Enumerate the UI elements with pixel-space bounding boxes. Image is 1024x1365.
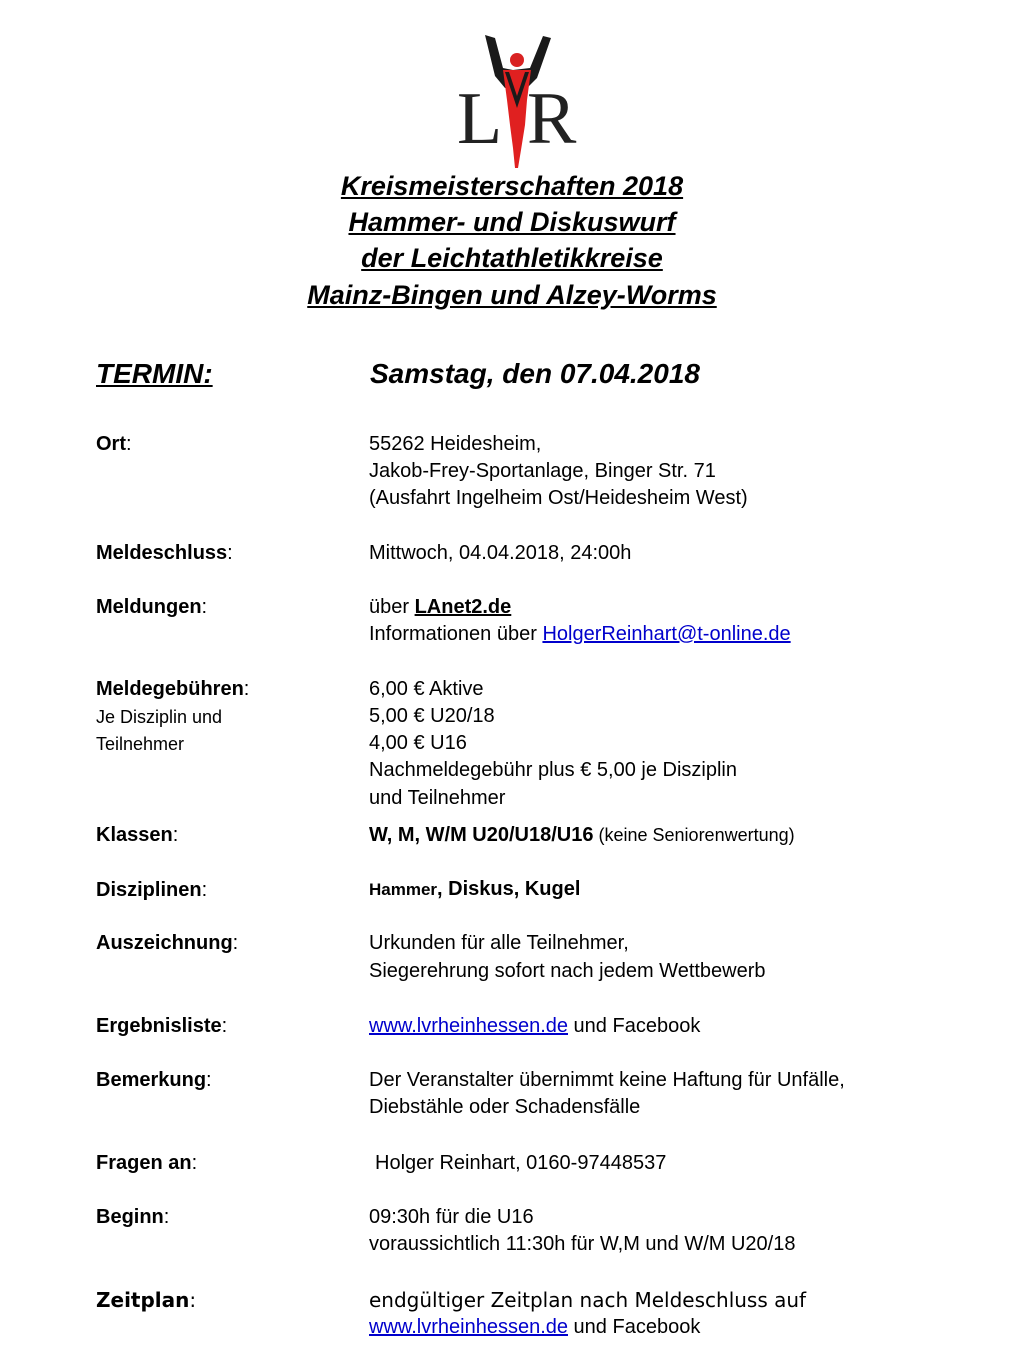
beginn-label: Beginn: bbox=[96, 1206, 170, 1228]
auszeichnung-label: Auszeichnung: bbox=[96, 932, 239, 954]
fee-line-1: 6,00 € Aktive bbox=[369, 678, 484, 700]
meldegebuehren-label: Meldegebühren: bbox=[96, 678, 250, 700]
meldungen-line-2: Informationen über HolgerReinhart@t-online.de bbox=[369, 623, 791, 645]
meldeschluss-value: Mittwoch, 04.04.2018, 24:00h bbox=[369, 542, 632, 564]
logo-letter-r: R bbox=[527, 78, 577, 160]
ort-line-3: (Ausfahrt Ingelheim Ost/Heidesheim West) bbox=[369, 487, 748, 509]
klassen-value: W, M, W/M U20/U18/U16 (keine Seniorenwertung) bbox=[369, 824, 795, 846]
zeitplan-line-1: endgültiger Zeitplan nach Meldeschluss auf bbox=[369, 1288, 807, 1312]
ergebnisliste-label: Ergebnisliste: bbox=[96, 1015, 228, 1037]
meldeschluss-label: Meldeschluss: bbox=[96, 542, 233, 564]
bemerkung-line-2: Diebstähle oder Schadensfälle bbox=[369, 1096, 641, 1118]
lanet-link[interactable]: LAnet2.de bbox=[414, 596, 512, 618]
beginn-line-1: 09:30h für die U16 bbox=[369, 1206, 534, 1228]
title-line-1: Kreismeisterschaften 2018 bbox=[340, 171, 684, 201]
meldegebuehren-sublabel-1: Je Disziplin und bbox=[96, 707, 223, 727]
meldegebuehren-sublabel-2: Teilnehmer bbox=[96, 734, 185, 754]
email-link[interactable]: HolgerReinhart@t-online.de bbox=[542, 623, 791, 645]
zeitplan-line-2: www.lvrheinhessen.de und Facebook bbox=[369, 1316, 701, 1338]
fragen-label: Fragen an: bbox=[96, 1152, 198, 1174]
lvr-website-link-2[interactable]: www.lvrheinhessen.de bbox=[369, 1316, 568, 1338]
fee-line-5: und Teilnehmer bbox=[369, 787, 506, 809]
auszeichnung-line-1: Urkunden für alle Teilnehmer, bbox=[369, 932, 629, 954]
lvr-logo bbox=[455, 30, 580, 175]
disziplinen-value: Hammer, Diskus, Kugel bbox=[369, 878, 581, 900]
beginn-line-2: voraussichtlich 11:30h für W,M und W/M U20/18 bbox=[369, 1233, 796, 1255]
klassen-label: Klassen: bbox=[96, 824, 179, 846]
ort-line-1: 55262 Heidesheim, bbox=[369, 433, 542, 455]
ort-label: Ort: bbox=[96, 433, 132, 455]
lvr-website-link[interactable]: www.lvrheinhessen.de bbox=[369, 1015, 568, 1037]
ort-line-2: Jakob-Frey-Sportanlage, Binger Str. 71 bbox=[369, 460, 716, 482]
title-line-4: Mainz-Bingen und Alzey-Worms bbox=[307, 280, 717, 310]
bemerkung-label: Bemerkung: bbox=[96, 1069, 212, 1091]
title-line-2: Hammer- und Diskuswurf bbox=[348, 207, 676, 237]
fee-line-4: Nachmeldegebühr plus € 5,00 je Disziplin bbox=[369, 759, 737, 781]
fee-line-2: 5,00 € U20/18 bbox=[369, 705, 495, 727]
termin-value: Samstag, den 07.04.2018 bbox=[370, 358, 700, 389]
ergebnisliste-value: www.lvrheinhessen.de und Facebook bbox=[369, 1015, 701, 1037]
meldungen-label: Meldungen: bbox=[96, 596, 208, 618]
fee-line-3: 4,00 € U16 bbox=[369, 732, 467, 754]
bemerkung-line-1: Der Veranstalter übernimmt keine Haftung für Unfälle, bbox=[369, 1069, 845, 1091]
logo-letter-l: L bbox=[457, 78, 503, 160]
termin-label: TERMIN: bbox=[96, 358, 213, 389]
zeitplan-label: Zeitplan: bbox=[96, 1288, 197, 1312]
title-line-3: der Leichtathletikkreise bbox=[361, 243, 663, 273]
fragen-value: Holger Reinhart, 0160-97448537 bbox=[375, 1152, 667, 1174]
meldungen-line-1: über LAnet2.de bbox=[369, 596, 512, 618]
disziplinen-label: Disziplinen: bbox=[96, 879, 208, 901]
auszeichnung-line-2: Siegerehrung sofort nach jedem Wettbewerb bbox=[369, 960, 766, 982]
